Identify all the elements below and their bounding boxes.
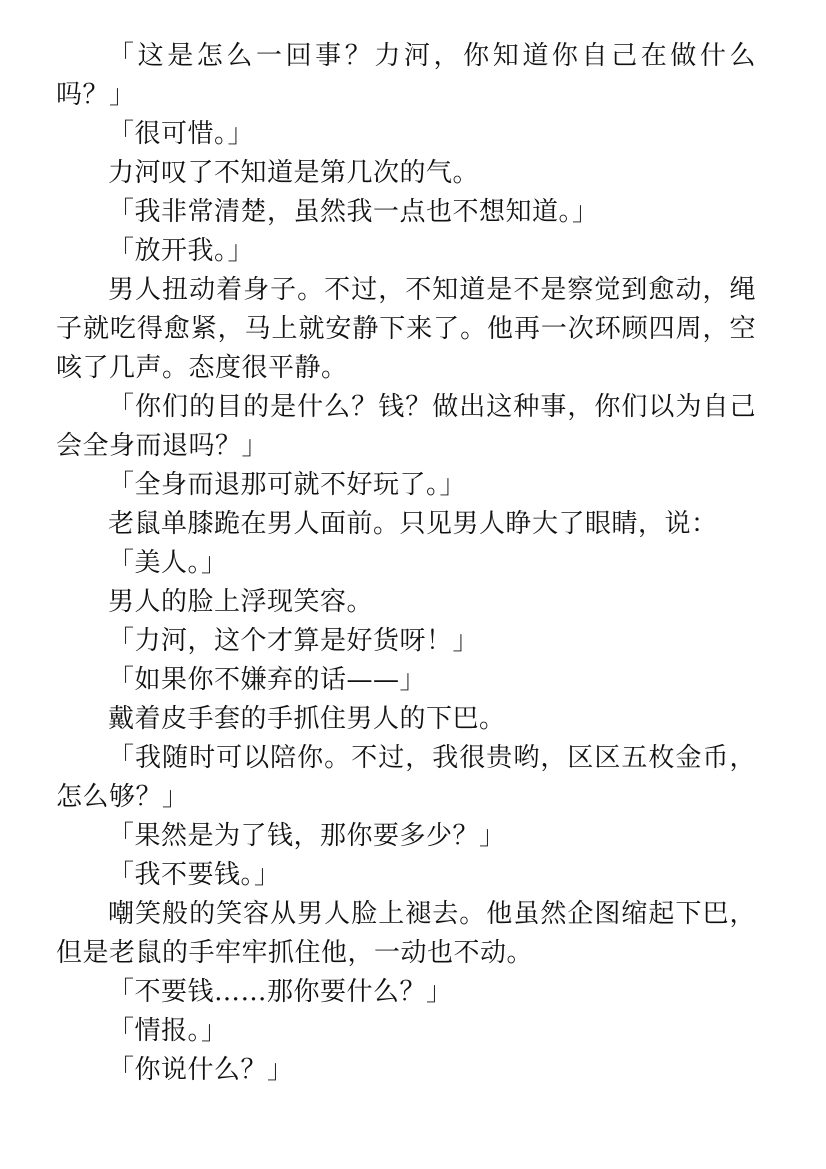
paragraph: 「我非常清楚，虽然我一点也不想知道。」 [108, 197, 599, 227]
paragraph: 「很可惜。」 [108, 119, 255, 149]
paragraph: 「我不要钱。」 [108, 860, 281, 890]
paragraph: 「力河，这个才算是好货呀！」 [108, 626, 480, 656]
paragraph: 「全身而退那可就不好玩了。」 [108, 470, 467, 500]
paragraph: 「放开我。」 [108, 236, 255, 266]
paragraph: 「我随时可以陪你。不过，我很贵哟，区区五枚金币，怎么够？」 [56, 743, 756, 812]
paragraph: 「你说什么？」 [108, 1055, 294, 1085]
paragraph: 「情报。」 [108, 1016, 228, 1046]
paragraph: 「你们的目的是什么？钱？做出这种事，你们以为自己会全身而退吗？」 [56, 392, 756, 461]
paragraph: 「果然是为了钱，那你要多少？」 [108, 821, 506, 851]
paragraph: 男人扭动着身子。不过，不知道是不是察觉到愈动，绳子就吃得愈紧，马上就安静下来了。他再一次环顾四周，空咳了几声。态度很平静。 [56, 275, 756, 383]
paragraph: 「这是怎么一回事？力河，你知道你自己在做什么吗？」 [56, 41, 756, 110]
paragraph: 「如果你不嫌弃的话——」 [108, 665, 427, 695]
paragraph: 戴着皮手套的手抓住男人的下巴。 [108, 704, 506, 734]
paragraph: 力河叹了不知道是第几次的气。 [108, 158, 480, 188]
paragraph: 男人的脸上浮现笑容。 [108, 587, 374, 617]
paragraph: 「不要钱……那你要什么？」 [108, 977, 453, 1007]
paragraph: 嘲笑般的笑容从男人脸上褪去。他虽然企图缩起下巴，但是老鼠的手牢牢抓住他，一动也不动。 [56, 899, 756, 968]
document-page [56, 37, 756, 1090]
paragraph: 老鼠单膝跪在男人面前。只见男人睁大了眼睛，说： [108, 509, 718, 539]
paragraph: 「美人。」 [108, 548, 228, 578]
